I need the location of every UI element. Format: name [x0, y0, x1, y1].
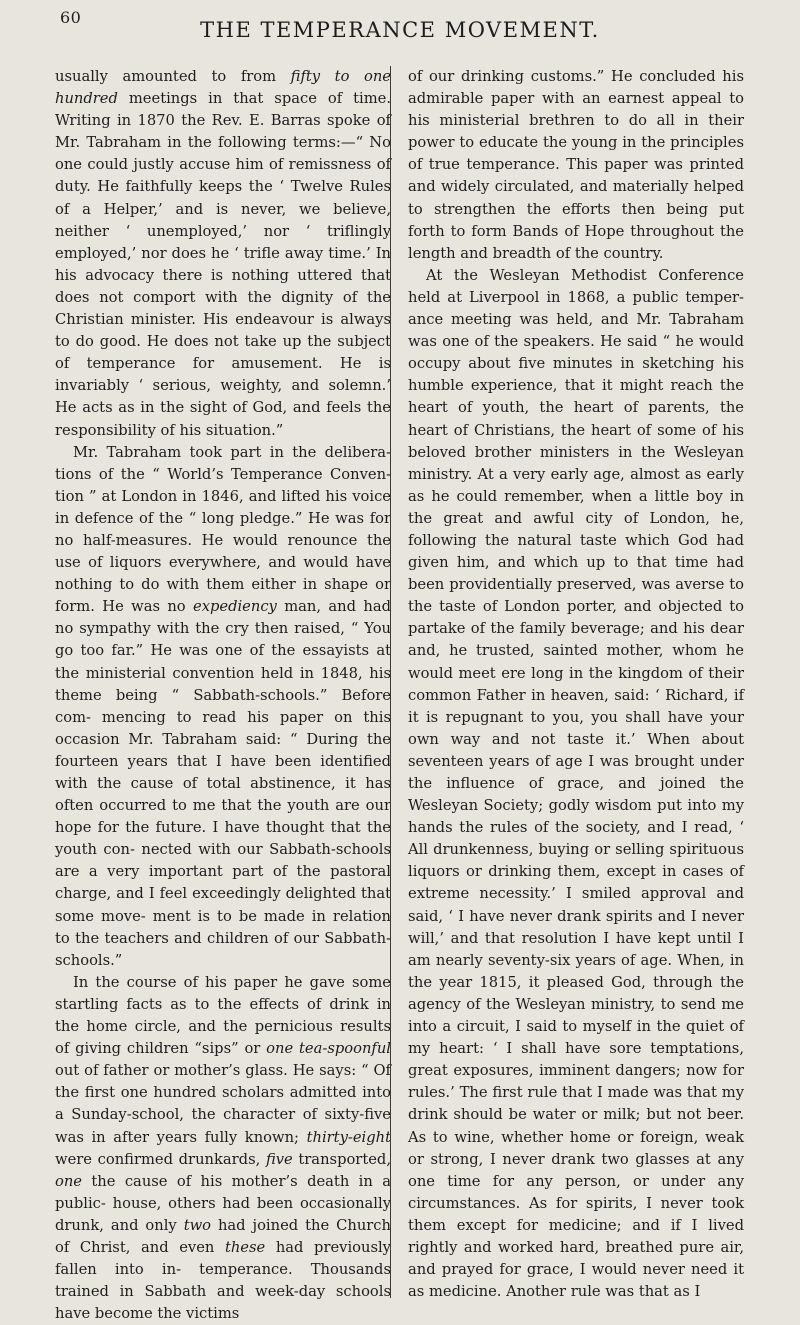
page-number: 60	[60, 8, 82, 27]
paragraph	[55, 442, 391, 972]
italic-text: five	[265, 1150, 293, 1168]
right-column	[408, 66, 744, 1303]
text-span: out of father or mother’s glass. He says: “ Of the first one hundred scholars admitted into a Sunday-school, the character of sixty-five was in after years fully known;	[55, 1062, 391, 1146]
italic-text: two	[183, 1216, 212, 1234]
left-column	[55, 66, 391, 1325]
italic-text: these	[224, 1238, 266, 1256]
text-span: usually amounted to from	[55, 68, 291, 85]
text-span: In the course of his paper he gave some startling facts as to the effects of drink in the home circle, and the pernicious results of giving children “sips” or	[55, 973, 391, 1058]
text-span: had previously fallen into in- temperance. Thousands trained in Sabbath and week-day schools have become the victims	[55, 1238, 391, 1323]
italic-text: one tea-spoonful	[266, 1040, 391, 1058]
text-span: Mr. Tabraham took part in the delibera- tions of the “ World’s Temperance Conven- tion ” at London in 1846, and lifted his voice in defence of the “ long pledge.” He was for no half-measures. He would renounce the use of liquors everywhere, and would have nothing to do with them either in shape or form. He was no	[55, 443, 391, 616]
text-span: transported,	[292, 1150, 391, 1168]
text-span: meetings in that space of time. Writing in 1870 the Rev. E. Barras spoke of Mr. Tabraham in the following terms:—“ No one could justly accuse him of remissness of duty. He faithfully keeps the ‘ Twelve Rules of a Helper,’ and is never, we believe, neither ‘ unemployed,’ nor ‘ triflingly employed,’ nor does he ‘ trifle away time.’ In his advocacy there is nothing uttered that does not comport with the dignity of the Christian minister. His endeavour is always to do good. He does not take up the subject of temperance for amusement. He is invariably ‘ serious, weighty, and solemn.’ He acts as in the sight of God, and feels the responsibility of his situation.”	[55, 90, 391, 439]
paragraph	[55, 972, 391, 1325]
paragraph: of our drinking customs.” He concluded his admirable paper with an earnest appeal to his ministerial brethren to do all in their power to educate the young in the principles of true temperance. This paper was printed and widely circulated, and materially helped to strengthen the efforts then being put forth to form Bands of Hope throughout the length and breadth of the country.	[408, 68, 744, 262]
text-span: had joined the Church of Christ, and even	[55, 1216, 391, 1256]
italic-text: fifty to one hundred	[55, 68, 391, 108]
italic-text: expediency	[193, 598, 277, 616]
text-span: were confirmed drunkards,	[55, 1150, 266, 1168]
italic-text: one	[55, 1172, 82, 1190]
column-divider	[390, 66, 391, 1298]
running-head: THE TEMPERANCE MOVEMENT.	[200, 18, 600, 42]
paragraph	[55, 66, 391, 442]
paragraph: At the Wesleyan Methodist Conference held at Liverpool in 1868, a public temper- ance meeting was held, and Mr. Tabraham was one of the speakers. He said “ he would occupy about five minutes in sketching his humble experience, that it might reach the heart of youth, the heart of parents, the heart of Christians, the heart of some of his beloved brother ministers in the Wesleyan ministry. At a very early age, almost as early as he could remember, when a little boy in the great and awful city of London, he, following the natural taste which God had given him, and which up to that time had been providentially preserved, was averse to the taste of London porter, and objected to partake of the family beverage; and his dear and, he trusted, sainted mother, whom he would meet ere long in the kingdom of their common Father in heaven, said: ‘ Richard, if it is repugnant to you, you shall have your own way and not taste it.’ When about seventeen years of age I was brought under the influence of grace, and joined the Wesleyan Society; godly wisdom put into my hands the rules of the society, and I read, ‘ All drunkenness, buying or selling spirituous liquors or drinking them, except in cases of extreme necessity.’ I smiled approval and said, ‘ I have never drank spirits and I never will,’ and that resolution I have kept until I am nearly seventy-six years of age. When, in the year 1815, it pleased God, through the agency of the Wesleyan ministry, to send me into a circuit, I said to myself in the quiet of my heart: ‘ I shall have sore temptations, great exposures, imminent dangers; now for rules.’ The first rule that I made was that my drink should be water or milk; but not beer. As to wine, whether home or foreign, weak or strong, I never drank two glasses at any one time for any person, or under any circumstances. As for spirits, I never took them except for medicine; and if I lived rightly and worked hard, breathed pure air, and prayed for grace, I would never need it as medicine. Another rule was that as I	[408, 266, 744, 1301]
text-span: man, and had no sympathy with the cry then raised, “ You go too far.” He was one of the essayists at the ministerial convention held in 1848, his theme being “ Sabbath-schools.” Before com- mencing to read his paper on this occasion Mr. Tabraham said: “ During the fourteen years that I have been identified with the cause of total abstinence, it has often occurred to me that the youth are our hope for the future. I have thought that the youth con- nected with our Sabbath-schools are a very important part of the pastoral charge, and I feel exceedingly delighted that some move- ment is to be made in relation to the teachers and children of our Sabbath-schools.”	[55, 598, 391, 969]
text-span: the cause of his mother’s death in a public- house, others had been occasionally drunk, and only	[55, 1172, 391, 1234]
italic-text: thirty-eight	[306, 1128, 391, 1146]
